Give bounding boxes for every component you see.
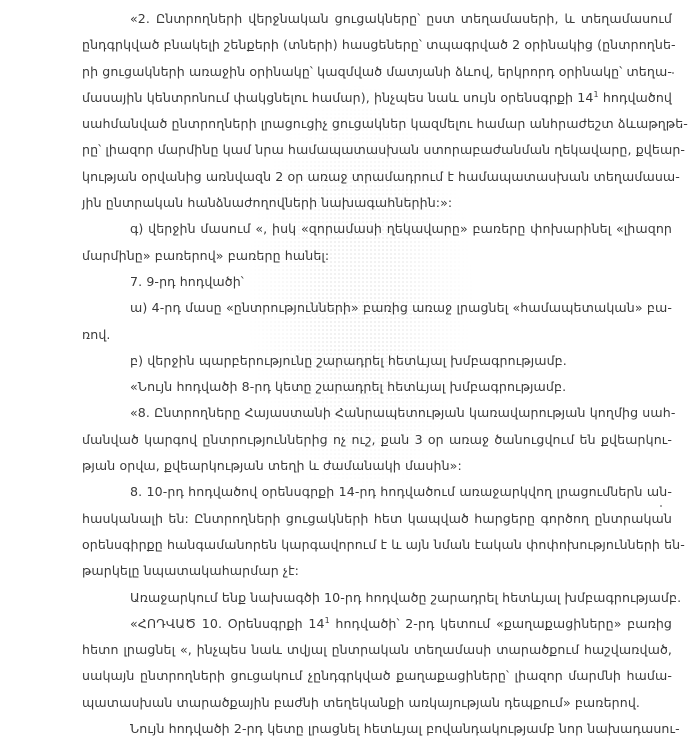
document-line: մանված կարգով ընտրություններից ոչ ուշ, քան 3 օր առաջ ծանուցվում են քվեարկու- <box>82 431 672 447</box>
document-line: Նույն հոդվածի 2-րդ կետը լրացնել հետևյալ բովանդակությամբ նոր նախադասու- <box>130 721 680 737</box>
document-line: կության օրվանից առնվազն 2 օր առաջ տրամադրում է համապատասխան տեղամասա- <box>82 168 680 184</box>
document-line: «2. Ընտրողների վերջնական ցուցակները՝ ըստ տեղամասերի, և տեղամասում <box>130 11 672 26</box>
document-line: սակայն ընտրողների ցուցակում չընդգրկված քաղաքացիները՝ լիազոր մարմնի համա- <box>82 668 672 684</box>
document-line: սահմանված ընտրողների լրացուցիչ ցուցակներ կազմելու համար անհրաժեշտ ձևաթղթե- <box>82 116 688 132</box>
document-line: 8. 10-րդ հոդվածով օրենսգրքի 14-րդ հոդվածում առաջարկվող լրացումներն ան- <box>130 484 672 500</box>
document-line: մարմինը» բառերով» բառերը հանել: <box>82 247 330 263</box>
document-line: ռով. <box>82 326 111 342</box>
document-line: գ) վերջին մասում «, իսկ «զորամասի ղեկավարը» բառերը փոխարինել «լիազոր <box>130 221 672 237</box>
document-line: օրենսգիրքը հանգամանորեն կարգավորում է և այն նման էական փոփոխությունների են- <box>82 536 685 552</box>
document-line: հետո լրացնել «, ինչպես նաև տվյալ ընտրական տեղամասի տարածքում հաշվառված, <box>82 642 672 658</box>
document-line: րի ցուցակների առաջին օրինակը՝ կազմված մատյանի ձևով, երկրորդ օրինակը՝ տեղա- <box>82 63 672 79</box>
document-line: յին ընտրական հանձնաժողովների նախագահներին:»: <box>82 195 453 211</box>
superscript: 1 <box>324 615 330 625</box>
document-line: թյան օրվա, քվեարկության տեղի և ժամանակի մասին»: <box>82 458 462 474</box>
document-line: «Նույն հոդվածի 8-րդ կետը շարադրել հետևյալ խմբագրությամբ. <box>130 379 567 395</box>
document-line: Առաջարկում ենք նախագծի 10-րդ հոդվածը շարադրել հետևյալ խմբագրությամբ. <box>130 589 682 605</box>
superscript: 1 <box>593 89 599 99</box>
document-line: հասկանալի են: Ընտրողների ցուցակների հետ կապված հարցերը գործող ընտրական <box>82 510 672 526</box>
document-line: պատասխան տարածքային բաժնի տեղեկանքի առկայության դեպքում» բառերով. <box>82 694 640 710</box>
document-line: ա) 4-րդ մասը «ընտրությունների» բառից առաջ լրացնել «համապետական» բա- <box>130 300 672 316</box>
document-line: րը՝ լիազոր մարմինը կամ նրա համապատասխան ստորաբաժանման ղեկավարը, քվեար- <box>82 142 686 158</box>
document-line: բ) վերջին պարբերությունը շարադրել հետևյալ խմբագրությամբ. <box>130 352 567 368</box>
document-body <box>82 6 688 742</box>
document-line: 7. 9-րդ հոդվածի՝ <box>130 273 244 289</box>
document-line: ընդգրկված բնակելի շենքերի (տների) հասցեները՝ տպագրված 2 օրինակից (ընտրողնե- <box>82 37 676 53</box>
document-line: «ՀՈԴՎԱԾ 10. Օրենսգրքի $14^1$ հոդվածի՝ 2-րդ կետում «քաղաքացիները» բառից <box>130 615 672 631</box>
document-line: «8. Ընտրողները Հայաստանի Հանրապետության կառավարության կողմից սահ- <box>130 405 676 421</box>
document-line: թարկելը նպատակահարմար չէ: <box>82 563 299 579</box>
scan-speck <box>672 72 674 74</box>
document-line: մասային կենտրոնում փակցնելու համար), ինչպես նաև սույն օրենսգրքի $14^1$ հոդվածով <box>82 89 672 105</box>
